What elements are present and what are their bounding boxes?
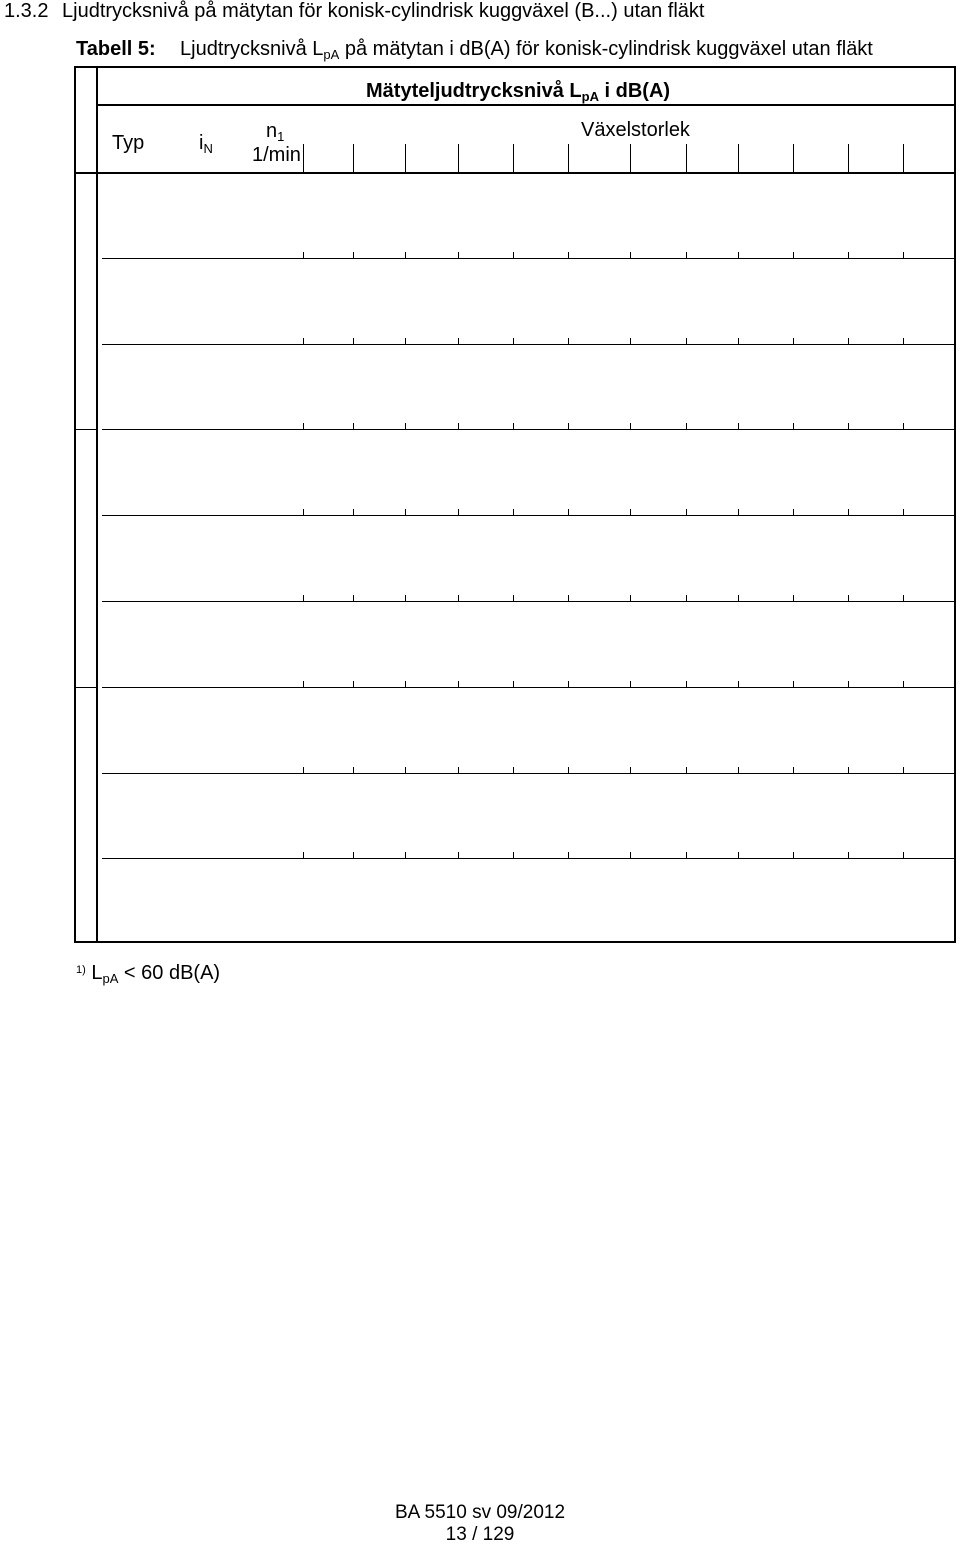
- cell-divider: [686, 338, 687, 345]
- cell-divider: [630, 252, 631, 259]
- cell-divider: [686, 509, 687, 516]
- in-sub: N: [203, 141, 213, 156]
- cell-divider: [568, 852, 569, 859]
- cell-divider: [903, 338, 904, 345]
- row-separator: [102, 515, 954, 516]
- header-bottom-line: [76, 172, 954, 174]
- group-separator: [76, 687, 96, 688]
- cell-divider: [686, 681, 687, 688]
- cell-divider: [353, 423, 354, 430]
- cell-divider: [903, 595, 904, 602]
- cell-divider: [513, 681, 514, 688]
- noise-level-table: [74, 66, 956, 943]
- caption-sub: pA: [323, 47, 340, 62]
- size-column-divider: [353, 144, 354, 172]
- footnote-sub: pA: [102, 971, 119, 986]
- cell-divider: [513, 252, 514, 259]
- row-separator: [102, 687, 954, 688]
- cell-divider: [630, 681, 631, 688]
- cell-divider: [353, 681, 354, 688]
- table-caption-label: Tabell 5:: [76, 38, 156, 60]
- cell-divider: [458, 509, 459, 516]
- cell-divider: [686, 423, 687, 430]
- cell-divider: [568, 338, 569, 345]
- title-underline: [98, 104, 954, 106]
- cell-divider: [793, 509, 794, 516]
- row-separator: [102, 773, 954, 774]
- size-column-divider: [303, 144, 304, 172]
- cell-divider: [630, 767, 631, 774]
- size-column-divider: [793, 144, 794, 172]
- size-column-divider: [513, 144, 514, 172]
- rpm-header: 1/min: [252, 144, 301, 166]
- cell-divider: [848, 338, 849, 345]
- cell-divider: [353, 509, 354, 516]
- footnote-post: < 60 dB(A): [118, 962, 221, 984]
- size-column-divider: [630, 144, 631, 172]
- cell-divider: [793, 423, 794, 430]
- cell-divider: [458, 595, 459, 602]
- row-separator: [102, 429, 954, 430]
- size-column-divider: [568, 144, 569, 172]
- size-column-divider: [848, 144, 849, 172]
- cell-divider: [793, 252, 794, 259]
- cell-divider: [903, 509, 904, 516]
- row-separator: [102, 344, 954, 345]
- cell-divider: [793, 681, 794, 688]
- cell-divider: [686, 595, 687, 602]
- cell-divider: [903, 423, 904, 430]
- cell-divider: [405, 852, 406, 859]
- cell-divider: [630, 852, 631, 859]
- cell-divider: [458, 338, 459, 345]
- cell-divider: [303, 338, 304, 345]
- cell-divider: [738, 767, 739, 774]
- section-title: Ljudtrycksnivå på mätytan för konisk-cylindrisk kuggväxel (B...) utan fläkt: [62, 0, 705, 22]
- section-heading: [4, 0, 704, 23]
- cell-divider: [303, 681, 304, 688]
- in-label: i: [199, 132, 204, 154]
- row-separator: [102, 858, 954, 859]
- n1-label: n: [266, 120, 278, 142]
- cell-divider: [405, 252, 406, 259]
- caption-pre: Ljudtrycksnivå L: [180, 38, 324, 60]
- footnote-mark: 1): [76, 964, 86, 976]
- cell-divider: [353, 252, 354, 259]
- cell-divider: [513, 423, 514, 430]
- cell-divider: [738, 509, 739, 516]
- cell-divider: [568, 767, 569, 774]
- row-separator: [102, 601, 954, 602]
- cell-divider: [848, 423, 849, 430]
- footnote-pre: L: [85, 962, 103, 984]
- cell-divider: [568, 252, 569, 259]
- in-header: [199, 132, 213, 155]
- cell-divider: [405, 338, 406, 345]
- size-column-divider: [738, 144, 739, 172]
- cell-divider: [458, 852, 459, 859]
- cell-divider: [458, 423, 459, 430]
- cell-divider: [848, 509, 849, 516]
- group-separator: [76, 429, 96, 430]
- table-title: [366, 80, 670, 103]
- cell-divider: [303, 252, 304, 259]
- size-column-divider: [903, 144, 904, 172]
- table-caption-text: [180, 38, 873, 61]
- cell-divider: [848, 767, 849, 774]
- row-separator: [102, 258, 954, 259]
- cell-divider: [793, 595, 794, 602]
- cell-divider: [738, 338, 739, 345]
- cell-divider: [568, 595, 569, 602]
- cell-divider: [353, 852, 354, 859]
- cell-divider: [686, 767, 687, 774]
- typ-column-divider: [96, 68, 98, 941]
- title-sub: pA: [581, 89, 599, 104]
- size-column-divider: [405, 144, 406, 172]
- cell-divider: [568, 423, 569, 430]
- cell-divider: [303, 852, 304, 859]
- cell-divider: [793, 338, 794, 345]
- cell-divider: [848, 595, 849, 602]
- cell-divider: [458, 681, 459, 688]
- cell-divider: [903, 767, 904, 774]
- cell-divider: [848, 852, 849, 859]
- size-header: Växelstorlek: [581, 119, 690, 141]
- cell-divider: [903, 852, 904, 859]
- cell-divider: [458, 767, 459, 774]
- cell-divider: [738, 681, 739, 688]
- cell-divider: [303, 767, 304, 774]
- cell-divider: [630, 338, 631, 345]
- cell-divider: [738, 423, 739, 430]
- cell-divider: [738, 252, 739, 259]
- cell-divider: [303, 423, 304, 430]
- cell-divider: [458, 252, 459, 259]
- size-column-divider: [458, 144, 459, 172]
- cell-divider: [630, 423, 631, 430]
- cell-divider: [848, 252, 849, 259]
- cell-divider: [405, 681, 406, 688]
- cell-divider: [513, 852, 514, 859]
- cell-divider: [353, 595, 354, 602]
- cell-divider: [630, 595, 631, 602]
- cell-divider: [303, 509, 304, 516]
- n1-header: [266, 120, 284, 143]
- footnote: [76, 962, 220, 985]
- cell-divider: [405, 595, 406, 602]
- cell-divider: [513, 767, 514, 774]
- cell-divider: [353, 338, 354, 345]
- cell-divider: [793, 852, 794, 859]
- cell-divider: [513, 595, 514, 602]
- cell-divider: [405, 767, 406, 774]
- cell-divider: [568, 681, 569, 688]
- cell-divider: [686, 252, 687, 259]
- cell-divider: [513, 338, 514, 345]
- cell-divider: [903, 252, 904, 259]
- cell-divider: [686, 852, 687, 859]
- title-pre: Mätyteljudtrycksnivå L: [366, 80, 582, 102]
- size-column-divider: [686, 144, 687, 172]
- title-post: i dB(A): [598, 80, 671, 102]
- n1-sub: 1: [277, 129, 285, 144]
- cell-divider: [848, 681, 849, 688]
- cell-divider: [738, 595, 739, 602]
- footer-page-number: 13 / 129: [445, 1524, 515, 1545]
- cell-divider: [353, 767, 354, 774]
- cell-divider: [630, 509, 631, 516]
- cell-divider: [405, 423, 406, 430]
- cell-divider: [793, 767, 794, 774]
- typ-header: Typ: [112, 132, 145, 154]
- cell-divider: [513, 509, 514, 516]
- section-number: 1.3.2: [4, 0, 49, 22]
- caption-post: på mätytan i dB(A) för konisk-cylindrisk kuggväxel utan fläkt: [339, 38, 873, 60]
- cell-divider: [568, 509, 569, 516]
- footer-doc-id: BA 5510 sv 09/2012: [394, 1502, 566, 1523]
- cell-divider: [903, 681, 904, 688]
- cell-divider: [405, 509, 406, 516]
- cell-divider: [303, 595, 304, 602]
- cell-divider: [738, 852, 739, 859]
